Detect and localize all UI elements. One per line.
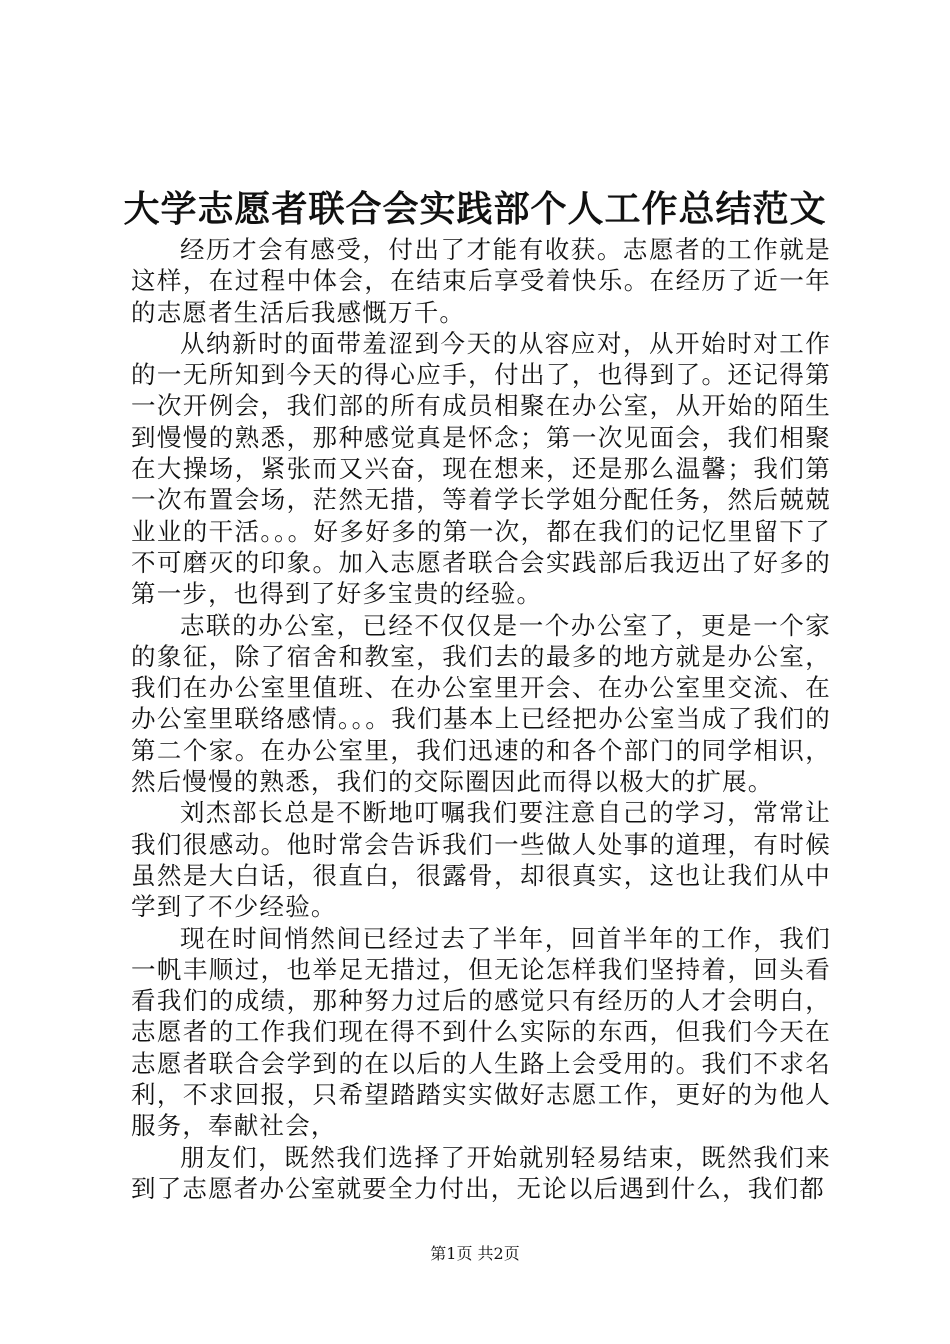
paragraph: 经历才会有感受，付出了才能有收获。志愿者的工作就是这样，在过程中体会，在结束后享受着快乐。在经历了近一年的志愿者生活后我感慨万千。 bbox=[131, 235, 831, 327]
document-body bbox=[131, 234, 831, 1204]
page-number-footer: 第1页 共2页 bbox=[430, 1244, 520, 1263]
paragraph: 刘杰部长总是不断地叮嘱我们要注意自己的学习，常常让我们很感动。他时常会告诉我们一些做人处事的道理，有时候虽然是大白话，很直白，很露骨，却很真实，这也让我们从中学到了不少经验。 bbox=[131, 798, 831, 922]
paragraph: 从纳新时的面带羞涩到今天的从容应对，从开始时对工作的一无所知到今天的得心应手，付出了，也得到了。还记得第一次开例会，我们部的所有成员相聚在办公室，从开始的陌生到慢慢的熟悉，那种感觉真是怀念；第一次见面会，我们相聚在大操场，紧张而又兴奋，现在想来，还是那么温馨；我们第一次布置会场，茫然无措，等着学长学姐分配任务，然后兢兢业业的干活。。。好多好多的第一次，都在我们的记忆里留下了不可磨灭的印象。加入志愿者联合会实践部后我迈出了好多的第一步，也得到了好多宝贵的经验。 bbox=[131, 328, 831, 609]
paragraph: 现在时间悄然间已经过去了半年，回首半年的工作，我们一帆丰顺过，也举足无措过，但无论怎样我们坚持着，回头看看我们的成绩，那种努力过后的感觉只有经历的人才会明白，志愿者的工作我们现在得不到什么实际的东西，但我们今天在志愿者联合会学到的在以后的人生路上会受用的。我们不求名利，不求回报，只希望踏踏实实做好志愿工作，更好的为他人服务，奉献社会， bbox=[131, 923, 831, 1141]
document-title: 大学志愿者联合会实践部个人工作总结范文 bbox=[123, 189, 827, 230]
paragraph: 朋友们，既然我们选择了开始就别轻易结束，既然我们来到了志愿者办公室就要全力付出，无论以后遇到什么，我们都 bbox=[131, 1142, 831, 1203]
paragraph: 志联的办公室，已经不仅仅是一个办公室了，更是一个家的象征，除了宿舍和教室，我们去的最多的地方就是办公室，我们在办公室里值班、在办公室里开会、在办公室里交流、在办公室里联络感情。。。我们基本上已经把办公室当成了我们的第二个家。在办公室里，我们迅速的和各个部门的同学相识，然后慢慢的熟悉，我们的交际圈因此而得以极大的扩展。 bbox=[131, 610, 831, 797]
